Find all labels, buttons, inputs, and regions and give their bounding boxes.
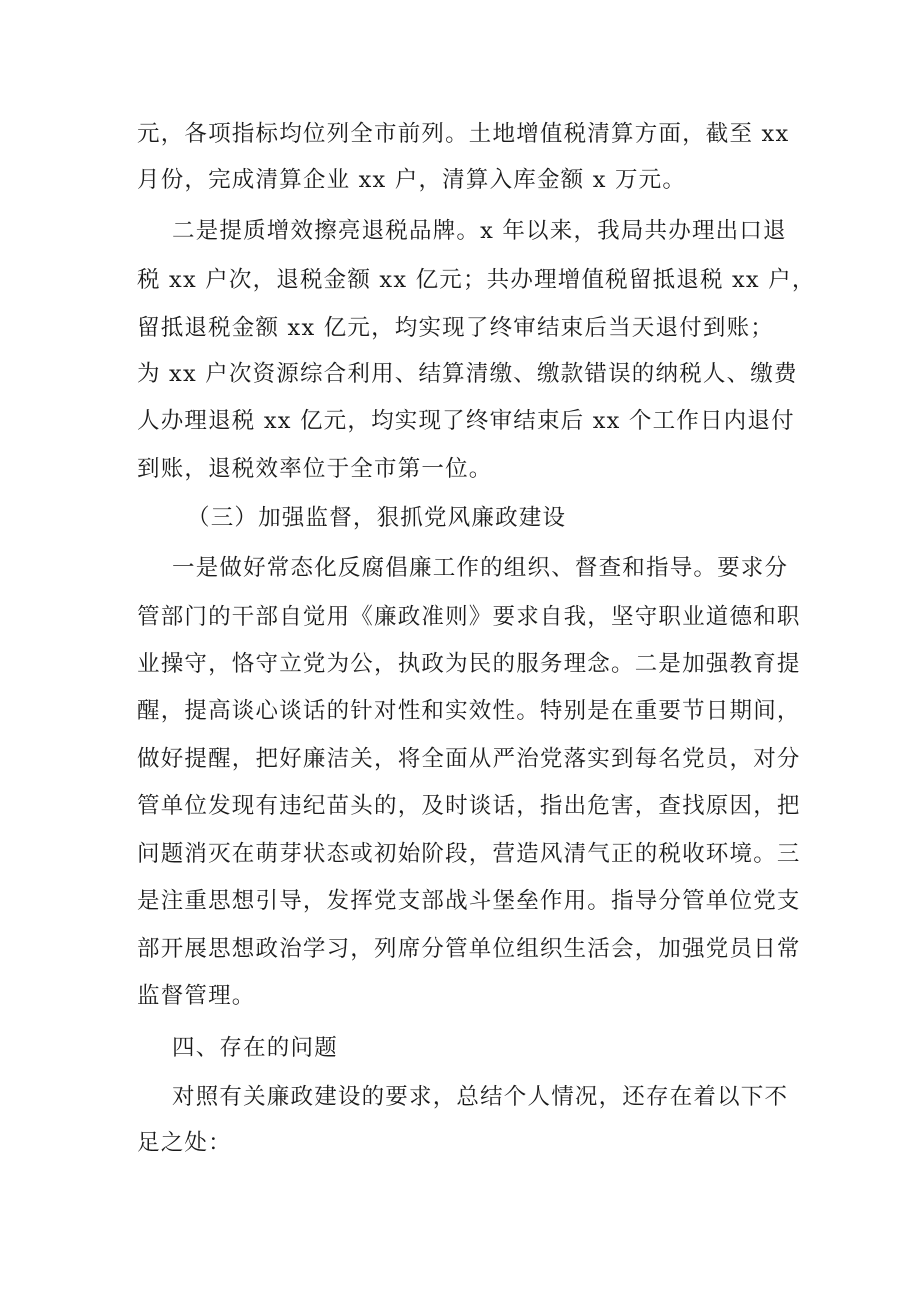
- text-line: 是注重思想引导，发挥党支部战斗堡垒作用。指导分管单位党支: [137, 888, 801, 914]
- text-line: 一是做好常态化反腐倡廉工作的组织、督查和指导。要求分: [172, 555, 789, 581]
- text-line: 到账，退税效率位于全市第一位。: [137, 456, 493, 482]
- text-line: 管单位发现有违纪苗头的，及时谈话，指出危害，查找原因，把: [137, 793, 801, 819]
- text-line: 管部门的干部自觉用《廉政准则》要求自我，坚守职业道德和职: [137, 604, 801, 630]
- section-heading: （三）加强监督，狠抓党风廉政建设: [187, 505, 567, 531]
- text-line: 足之处：: [137, 1130, 232, 1156]
- text-line: 业操守，恪守立党为公，执政为民的服务理念。二是加强教育提: [137, 651, 801, 677]
- text-line: 醒，提高谈心谈话的针对性和实效性。特别是在重要节日期间，: [137, 698, 801, 724]
- text-line: 问题消灭在萌芽状态或初始阶段，营造风清气正的税收环境。三: [137, 841, 801, 867]
- text-line: 税 xx 户次，退税金额 xx 亿元；共办理增值税留抵退税 xx 户，: [137, 267, 816, 293]
- text-line: 部开展思想政治学习，列席分管单位组织生活会，加强党员日常: [137, 936, 801, 962]
- text-line: 对照有关廉政建设的要求，总结个人情况，还存在着以下不: [172, 1084, 789, 1110]
- text-line: 月份，完成清算企业 xx 户，清算入库金额 x 万元。: [137, 167, 687, 193]
- text-line: 做好提醒，把好廉洁关，将全面从严治党落实到每名党员，对分: [137, 746, 801, 772]
- text-line: 二是提质增效擦亮退税品牌。x 年以来，我局共办理出口退: [172, 218, 787, 244]
- text-line: 人办理退税 xx 亿元，均实现了终审结束后 xx 个工作日内退付: [137, 408, 795, 434]
- text-line: 监督管理。: [137, 983, 256, 1009]
- text-line: 元，各项指标均位列全市前列。土地增值税清算方面，截至 xx: [137, 121, 790, 147]
- text-line: 留抵退税金额 xx 亿元，均实现了终审结束后当天退付到账；: [137, 315, 774, 341]
- section-heading: 四、存在的问题: [172, 1035, 338, 1061]
- text-line: 为 xx 户次资源综合利用、结算清缴、缴款错误的纳税人、缴费: [137, 361, 798, 387]
